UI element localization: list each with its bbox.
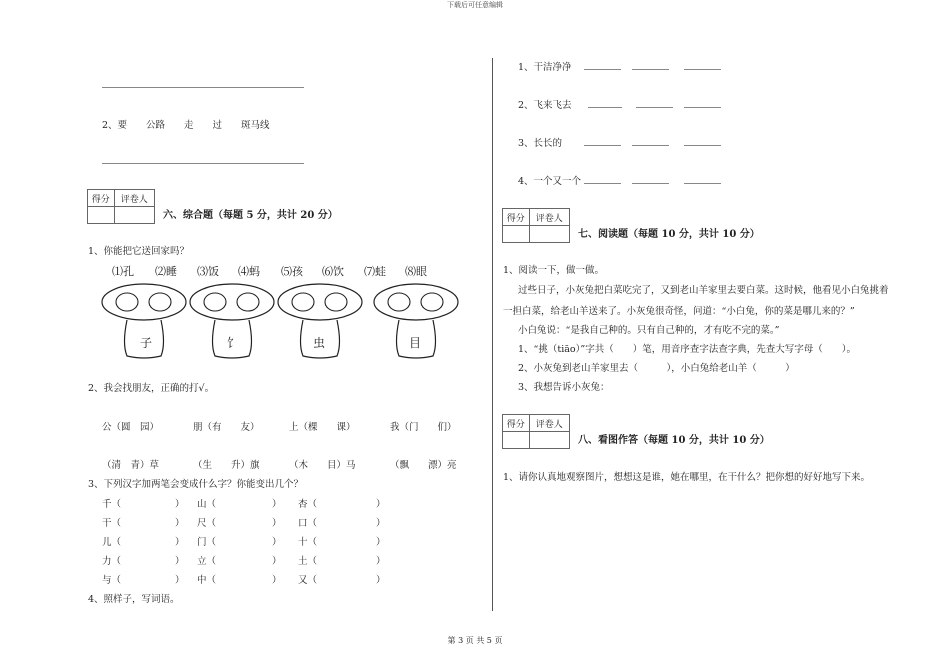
base-char: 儿（ [102, 537, 122, 548]
char-option: ⑶饭 [197, 265, 219, 278]
choice-item[interactable]: 上（棵 课） [289, 422, 356, 433]
question-prompt: 2、我会找朋友，正确的打√。 [88, 383, 215, 394]
base-char: 力（ [102, 556, 122, 567]
question-prompt: 4、照样子，写词语。 [88, 594, 180, 605]
choice-item[interactable]: 我（门 们） [390, 422, 457, 433]
question-prompt: 1、请你认真地观察图片，想想这是谁，她在哪里，在干什么？把你想的好好地写下来。 [503, 472, 871, 483]
bracket-close: ） [272, 556, 282, 567]
base-char: 杏（ [298, 499, 318, 510]
char-option: ⑷蚂 [238, 265, 260, 278]
question-prompt: 1、阅读一下，做一做。 [503, 265, 605, 276]
word-item: 3、长长的 [518, 138, 563, 149]
blank-line[interactable] [584, 145, 621, 146]
score-label: 得分 [503, 209, 530, 225]
base-char: 立（ [197, 556, 217, 567]
reading-question: 1、“挑（tiāo）”字共（ ）笔，用音序查字法查字典，先查大写字母（ ）。 [518, 344, 856, 355]
choice-item[interactable]: （清 青）草 [102, 460, 160, 471]
word-item: 4、一个又一个 [518, 176, 582, 187]
question-prompt: 1、你能把它送回家吗？ [88, 246, 190, 257]
base-char: 山（ [197, 499, 217, 510]
column-divider [492, 58, 493, 611]
stem-radical: 子 [140, 336, 153, 350]
base-char: 与（ [102, 575, 122, 586]
score-box [502, 208, 570, 243]
bracket-close: ） [376, 499, 386, 510]
stem-radical: 目 [409, 336, 422, 350]
char-option: ⑴孔 [112, 265, 134, 278]
base-char: 干（ [102, 518, 122, 529]
score-cell[interactable] [503, 226, 530, 242]
blank-line[interactable] [684, 145, 721, 146]
reading-paragraph: 过些日子，小灰兔把白菜吃完了，又到老山羊家里去要白菜。这时候，他看见小白兔挑着 [518, 285, 889, 296]
choice-item[interactable]: 朋（有 友） [193, 422, 260, 433]
base-char: 中（ [197, 575, 217, 586]
answer-line [102, 87, 304, 88]
bracket-close: ） [376, 518, 386, 529]
bracket-close: ） [175, 537, 185, 548]
char-option: ⑺蛙 [364, 265, 386, 278]
answer-line [102, 163, 304, 164]
choice-item[interactable]: （生 升）旗 [193, 460, 260, 471]
bracket-close: ） [376, 556, 386, 567]
word-item: 1、干洁净净 [518, 62, 572, 73]
choice-item[interactable]: 公（圆 园） [102, 422, 160, 433]
blank-line[interactable] [684, 107, 721, 108]
stem-radical: 饣 [227, 336, 240, 350]
reading-question: 2、小灰兔到老山羊家里去（ ），小白兔给老山羊（ ） [518, 363, 795, 374]
score-box [502, 414, 570, 449]
base-char: 土（ [298, 556, 318, 567]
score-label: 得分 [88, 190, 115, 206]
bracket-close: ） [175, 518, 185, 529]
char-option: ⑵睡 [155, 265, 177, 278]
bracket-close: ） [272, 499, 282, 510]
question-prompt: 3、下列汉字加两笔会变成什么字？你能变出几个？ [88, 479, 304, 490]
bracket-close: ） [175, 575, 185, 586]
base-char: 又（ [298, 575, 318, 586]
score-cell[interactable] [503, 432, 530, 448]
grader-label: 评卷人 [535, 419, 563, 430]
bracket-close: ） [376, 537, 386, 548]
section-title: 六、综合题（每题 5 分，共计 20 分） [163, 210, 338, 221]
base-char: 门（ [197, 537, 217, 548]
score-label: 得分 [503, 415, 530, 431]
base-char: 尺（ [197, 518, 217, 529]
blank-line[interactable] [584, 69, 621, 70]
section-title: 八、看图作答（每题 10 分，共计 10 分） [578, 435, 770, 446]
sentence-q2: 2、要 公路 走 过 斑马线 [102, 120, 270, 131]
bracket-close: ） [175, 556, 185, 567]
char-option: ⑻眼 [405, 265, 427, 278]
header-note: 下载后可任意编辑 [447, 1, 503, 9]
char-option: ⑹饮 [322, 265, 344, 278]
blank-line[interactable] [636, 107, 673, 108]
bracket-close: ） [376, 575, 386, 586]
blank-line[interactable] [584, 183, 621, 184]
bracket-close: ） [272, 537, 282, 548]
bracket-close: ） [175, 499, 185, 510]
score-cell[interactable] [88, 207, 115, 223]
bracket-close: ） [272, 518, 282, 529]
page-footer: 第 3 页 共 5 页 [447, 636, 503, 645]
char-option: ⑸孩 [281, 265, 303, 278]
grader-cell[interactable] [530, 432, 569, 448]
bracket-close: ） [272, 575, 282, 586]
grader-cell[interactable] [530, 226, 569, 242]
reading-paragraph: 小白兔说：“是我自己种的。只有自己种的，才有吃不完的菜。” [518, 325, 780, 336]
stem-radical: 虫 [313, 336, 326, 350]
choice-item[interactable]: （飘 漂）亮 [390, 460, 457, 471]
blank-line[interactable] [588, 107, 622, 108]
reading-paragraph: 一担白菜，给老山羊送来了。小灰兔很奇怪，问道：“小白兔，你的菜是哪儿来的？” [503, 306, 855, 317]
choice-item[interactable]: （木 目）马 [289, 460, 356, 471]
blank-line[interactable] [684, 183, 721, 184]
base-char: 口（ [298, 518, 318, 529]
grader-cell[interactable] [115, 207, 154, 223]
grader-label: 评卷人 [535, 213, 563, 224]
grader-label: 评卷人 [120, 194, 148, 205]
blank-line[interactable] [632, 183, 669, 184]
base-char: 十（ [298, 537, 318, 548]
section-title: 七、阅读题（每题 10 分，共计 10 分） [578, 229, 760, 240]
blank-line[interactable] [632, 145, 669, 146]
blank-line[interactable] [632, 69, 669, 70]
word-item: 2、飞来飞去 [518, 100, 572, 111]
blank-line[interactable] [684, 69, 721, 70]
base-char: 千（ [102, 499, 122, 510]
score-box [87, 189, 155, 224]
reading-question: 3、我想告诉小灰兔： [518, 382, 610, 393]
